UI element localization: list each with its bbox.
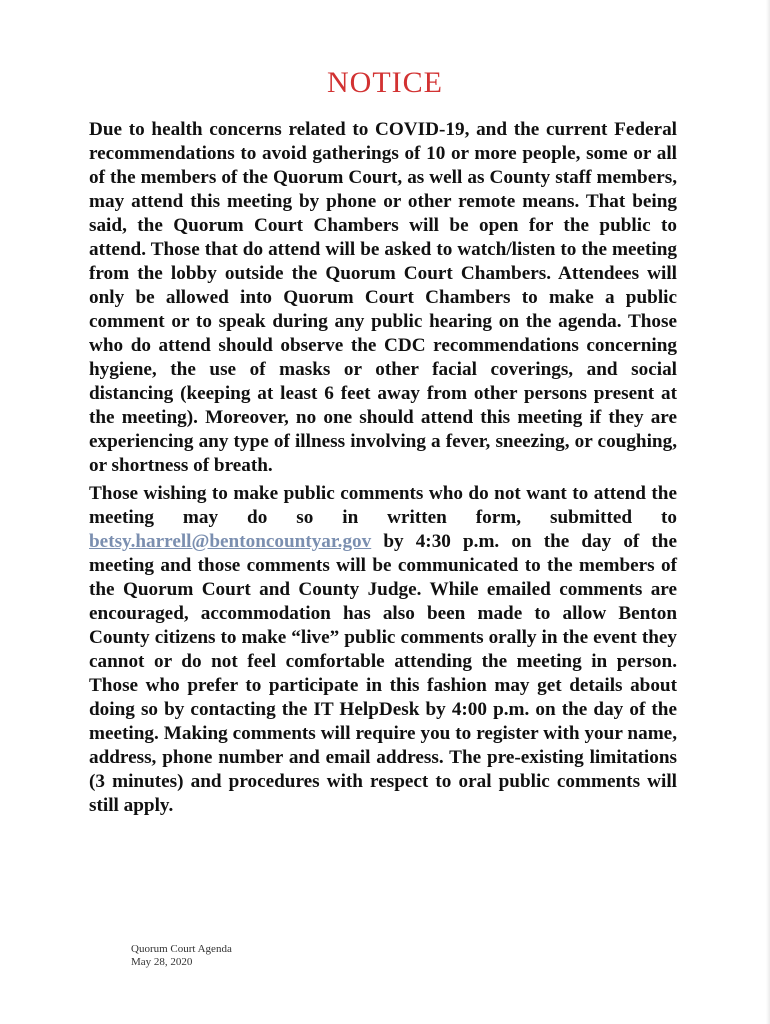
paragraph-2-intro: Those wishing to make public comments who do not want to attend the meeting may do so in written form, submitted to [89, 483, 677, 528]
notice-title: NOTICE [327, 66, 443, 99]
notice-paragraph-1: Due to health concerns related to COVID-19, and the current Federal recommendations to avoid gatherings of 10 or more people, some or all of the members of the Quorum Court, as well as County staff members, may attend this meeting by phone or other remote means. That being said, the Quorum Court Chambers will be open for the public to attend. Those that do attend will be asked to watch/listen to the meeting from the lobby outside the Quorum Court Chambers. Attendees will only be allowed into Quorum Court Chambers to make a public comment or to speak during any public hearing on the agenda. Those who do attend should observe the CDC recommendations concerning hygiene, the use of masks or other facial coverings, and social distancing (keeping at least 6 feet away from other persons present at the meeting). Moreover, no one should attend this meeting if they are experiencing any type of illness involving a fever, sneezing, or coughing, or shortness of breath. [89, 119, 677, 476]
footer-agenda-label: Quorum Court Agenda [131, 943, 232, 955]
email-link[interactable]: betsy.harrell@bentoncountyar.gov [89, 531, 372, 552]
paragraph-2-rest: by 4:30 p.m. on the day of the meeting and those comments will be communicated to the members of the Quorum Court and County Judge. While emailed comments are encouraged, accommodation has also been made to allow Benton County citizens to make “live” public comments orally in the event they cannot or do not feel comfortable attending the meeting in person. Those who prefer to participate in this fashion may get details about doing so by contacting the IT HelpDesk by 4:00 p.m. on the day of the meeting. Making comments will require you to register with your name, address, phone number and email address. The pre-existing limitations (3 minutes) and procedures with respect to oral public comments will still apply. [89, 531, 677, 816]
page-edge-shadow [766, 0, 770, 1024]
footer-date: May 28, 2020 [131, 956, 193, 968]
document-footer [131, 943, 232, 969]
notice-paragraph-2 [89, 482, 677, 818]
